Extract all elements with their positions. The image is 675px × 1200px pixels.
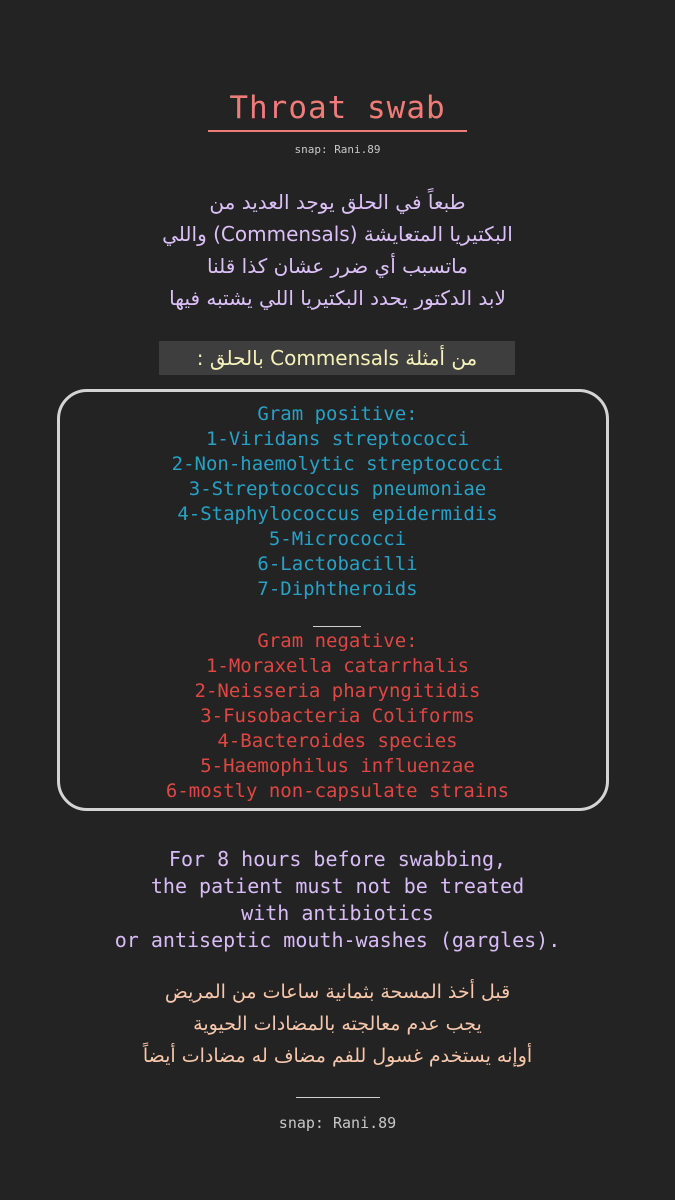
- arabic-note-line: قبل أخذ المسحة بثمانية ساعات من المريض: [164, 981, 511, 1003]
- list-item: 5-Haemophilus influenzae: [200, 755, 475, 777]
- footer-divider: [296, 1097, 380, 1098]
- gram-positive-heading: Gram positive:: [257, 403, 418, 425]
- title-underline: [208, 130, 467, 132]
- arabic-intro-paragraph: [0, 186, 675, 314]
- list-item: 6-Lactobacilli: [257, 553, 418, 575]
- list-item: 3-Streptococcus pneumoniae: [188, 478, 487, 500]
- english-note-line: with antibiotics: [241, 901, 434, 925]
- arabic-intro-line: طبعاً في الحلق يوجد العديد من: [209, 190, 466, 214]
- list-item: 7-Diphtheroids: [257, 578, 418, 600]
- watermark-top: snap: Rani.89: [294, 143, 381, 156]
- list-item: 2-Non-haemolytic streptococci: [171, 453, 504, 475]
- arabic-intro-line: البكتيريا المتعايشة (Commensals) واللي: [162, 222, 513, 246]
- examples-label-badge: من أمثلة Commensals بالحلق :: [159, 341, 515, 375]
- list-item: 1-Moraxella catarrhalis: [205, 655, 470, 677]
- arabic-note-line: يجب عدم معالجته بالمضادات الحيوية: [193, 1013, 482, 1035]
- page-title: Throat swab: [229, 90, 446, 126]
- arabic-note-line: أوإنه يستخدم غسول للفم مضاف له مضادات أيضاً: [142, 1045, 533, 1067]
- list-item: 1-Viridans streptococci: [205, 428, 470, 450]
- list-item: 5-Micrococci: [268, 528, 407, 550]
- english-note-line: or antiseptic mouth-washes (gargles).: [114, 928, 561, 952]
- gram-positive-list: [0, 402, 675, 602]
- watermark-bottom: snap: Rani.89: [278, 1114, 397, 1132]
- gram-negative-heading: Gram negative:: [257, 630, 418, 652]
- arabic-intro-line: لابد الدكتور يحدد البكتيريا اللي يشتبه فيها: [169, 286, 506, 310]
- section-divider: [313, 626, 361, 627]
- arabic-note: [0, 976, 675, 1072]
- english-note-line: For 8 hours before swabbing,: [168, 847, 507, 871]
- list-item: 4-Staphylococcus epidermidis: [177, 503, 498, 525]
- list-item: 4-Bacteroides species: [217, 730, 458, 752]
- list-item: 2-Neisseria pharyngitidis: [194, 680, 481, 702]
- english-note-line: the patient must not be treated: [150, 874, 525, 898]
- english-note: [0, 846, 675, 954]
- list-item: 6-mostly non-capsulate strains: [165, 780, 510, 802]
- gram-negative-list: [0, 629, 675, 804]
- arabic-intro-line: ماتسبب أي ضرر عشان كذا قلنا: [206, 254, 468, 278]
- list-item: 3-Fusobacteria Coliforms: [200, 705, 475, 727]
